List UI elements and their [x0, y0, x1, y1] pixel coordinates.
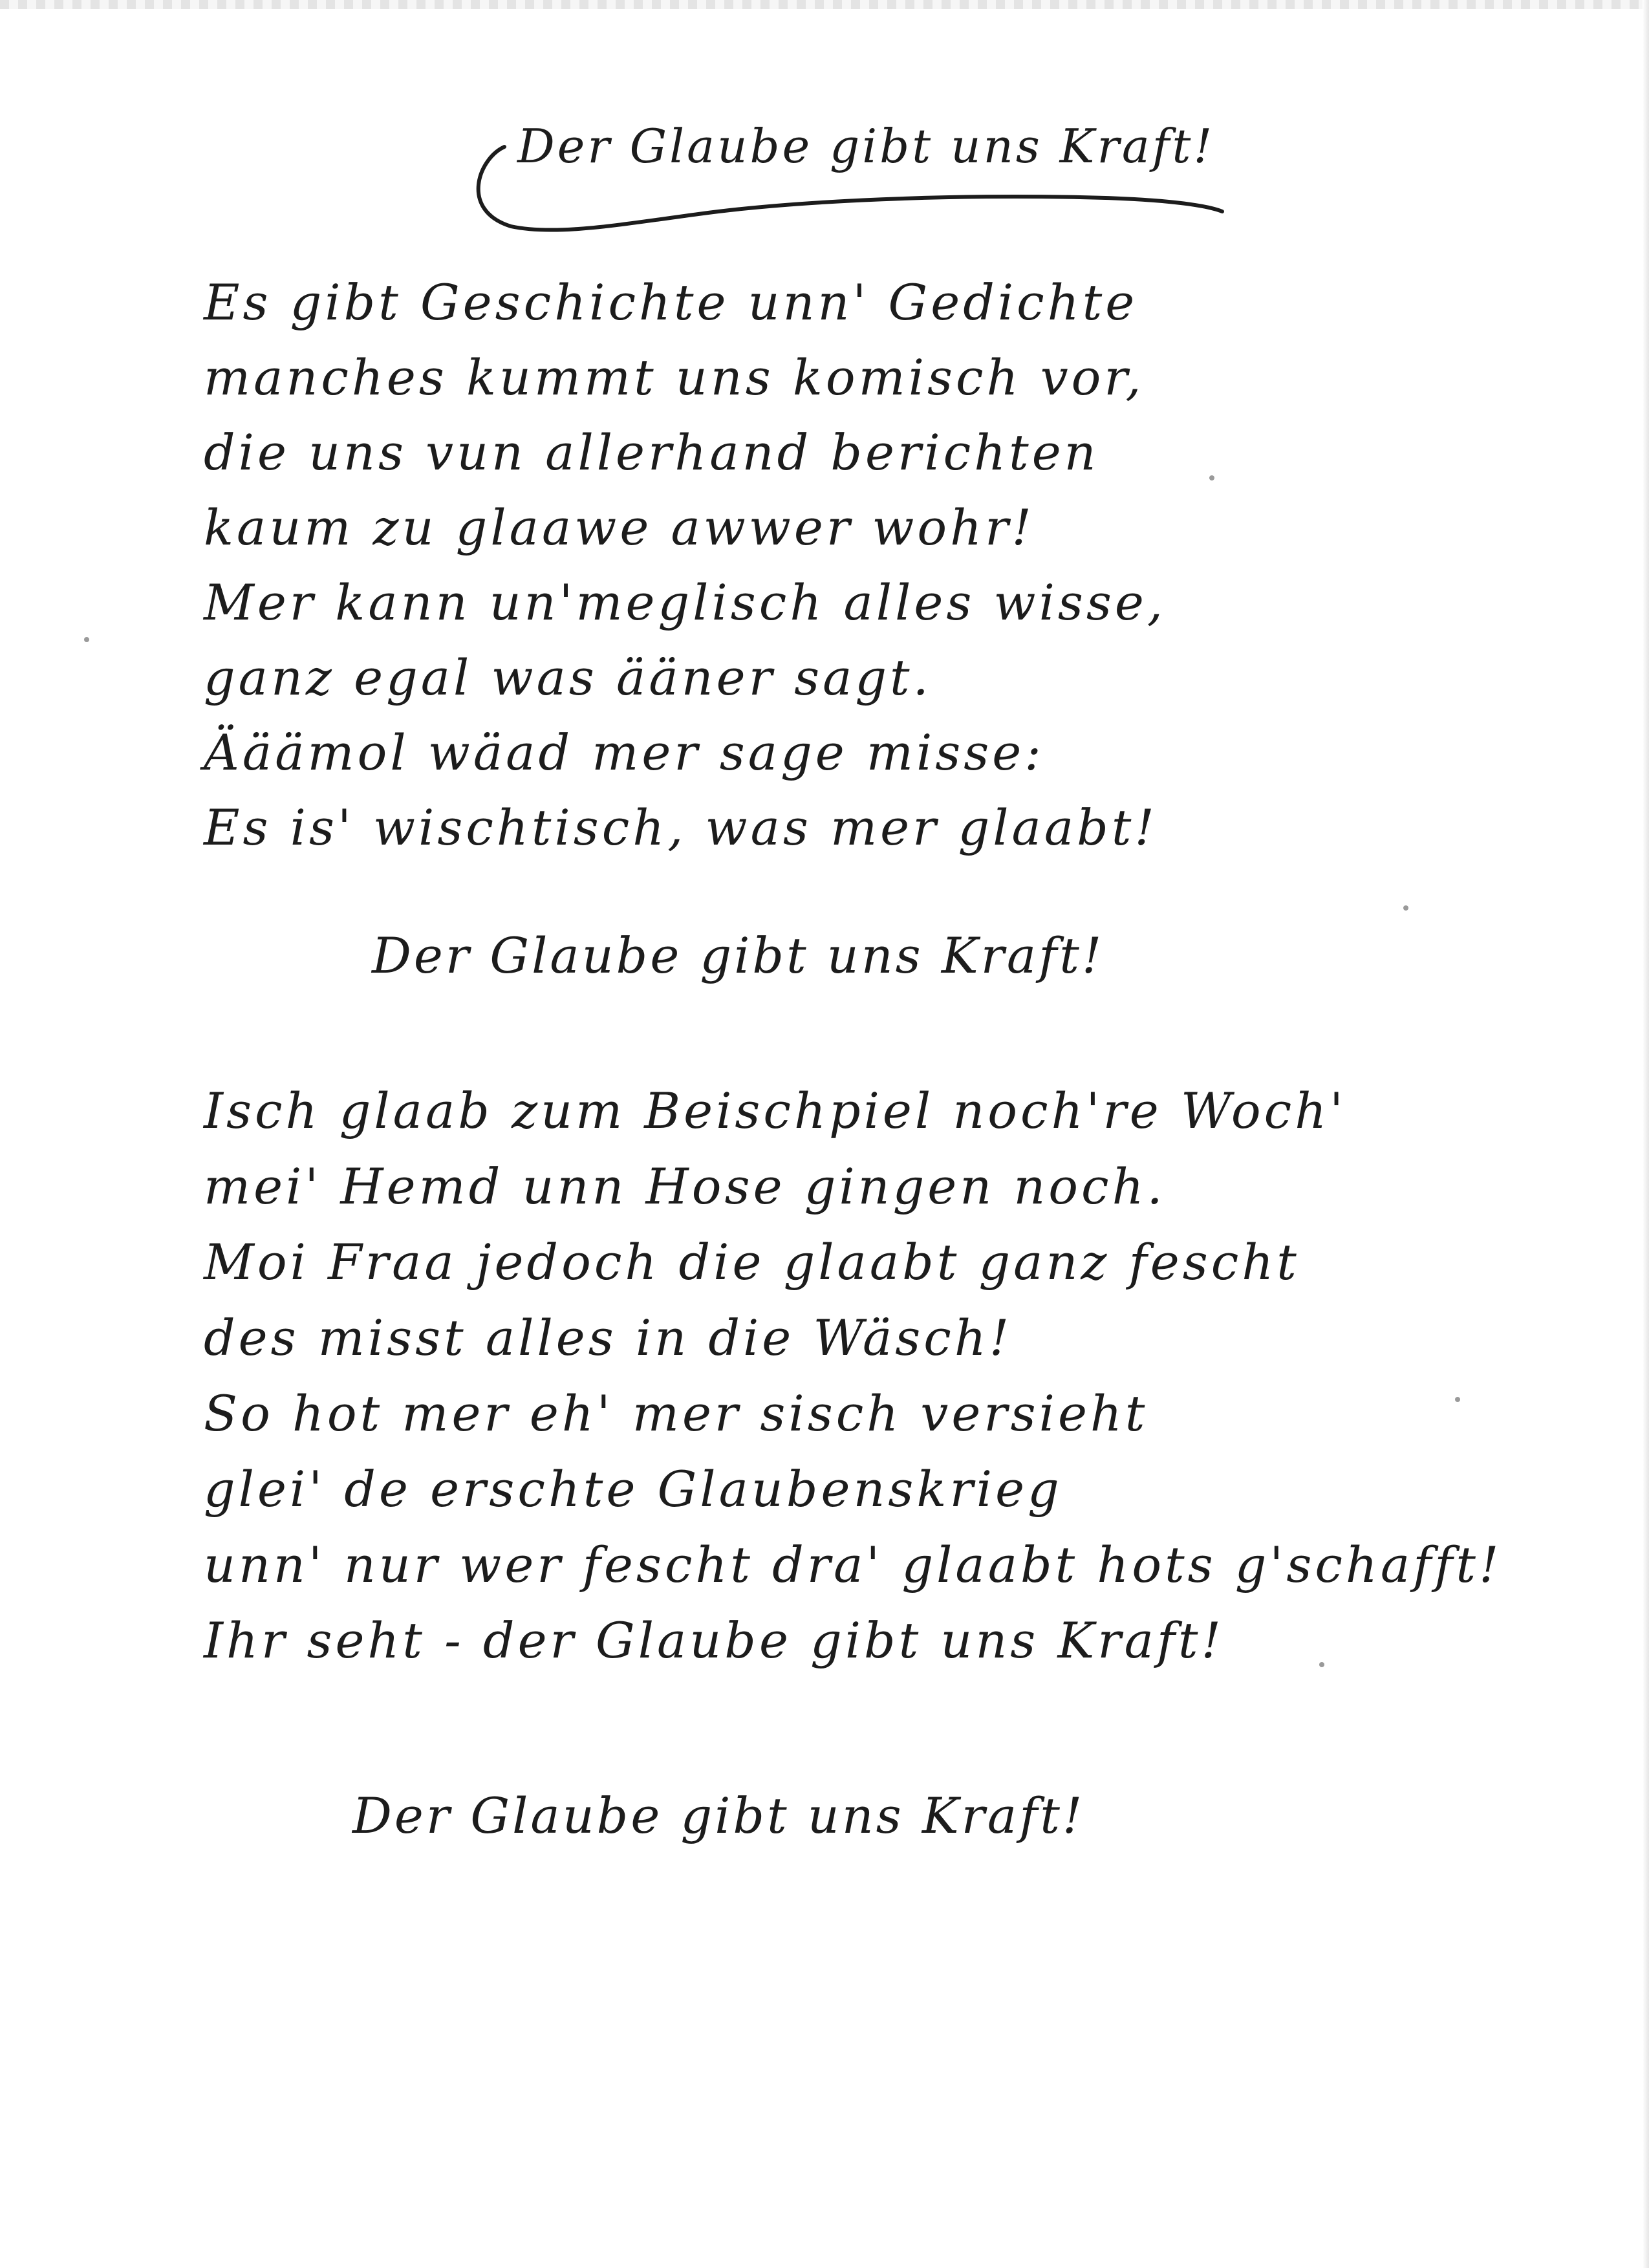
- paper-speck: [1319, 1662, 1324, 1667]
- verse-two: [204, 1082, 1502, 1692]
- verse-line: manches kummt uns komisch vor,: [204, 349, 1145, 406]
- page-right-edge: [1643, 0, 1649, 2268]
- paper-speck: [1455, 1397, 1460, 1402]
- verse-line: des misst alles in die Wäsch!: [204, 1309, 1013, 1366]
- verse-one: [204, 274, 1167, 878]
- poem-title: Der Glaube gibt uns Kraft!: [517, 119, 1215, 173]
- title-underline-flourish: [466, 139, 1235, 268]
- perforated-top-edge: [0, 0, 1649, 9]
- verse-line: Isch glaab zum Beischpiel noch're Woch': [204, 1082, 1347, 1139]
- verse-line: glei' de erschte Glaubenskrieg: [204, 1460, 1062, 1518]
- paper-speck: [84, 637, 89, 642]
- verse-line: unn' nur wer fescht dra' glaabt hots g'schafft!: [204, 1536, 1502, 1593]
- verse-line: So hot mer eh' mer sisch versieht: [204, 1385, 1148, 1442]
- verse-line: Ihr seht - der Glaube gibt uns Kraft!: [204, 1612, 1225, 1669]
- verse-line: mei' Hemd unn Hose gingen noch.: [204, 1158, 1166, 1215]
- verse-line: Es is' wischtisch, was mer glaabt!: [204, 799, 1158, 856]
- verse-line: kaum zu glaawe awwer wohr!: [204, 499, 1035, 556]
- verse-line: ganz egal was ääner sagt.: [204, 649, 932, 706]
- closing-refrain-line: Der Glaube gibt uns Kraft!: [352, 1787, 1085, 1844]
- verse-line: die uns vun allerhand berichten: [204, 424, 1099, 481]
- verse-line: Es gibt Geschichte unn' Gedichte: [204, 274, 1138, 331]
- verse-line: Ääämol wäad mer sage misse:: [204, 724, 1044, 781]
- paper-speck: [1403, 905, 1408, 911]
- refrain-line: Der Glaube gibt uns Kraft!: [372, 927, 1105, 984]
- paper-speck: [1209, 475, 1214, 481]
- verse-line: Moi Fraa jedoch die glaabt ganz fescht: [204, 1233, 1300, 1291]
- verse-line: Mer kann un'meglisch alles wisse,: [204, 574, 1167, 631]
